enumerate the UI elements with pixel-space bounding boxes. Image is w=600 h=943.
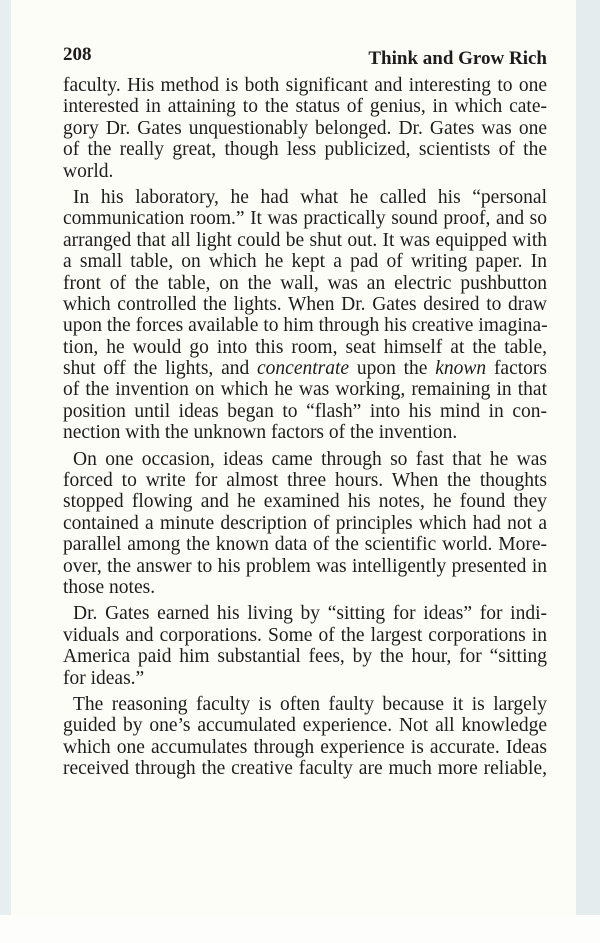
text: received through the creative faculty are much more reliable,: [63, 758, 547, 780]
text-line: [63, 737, 547, 758]
text-line: [63, 577, 547, 598]
text: tion, he would go into this room, seat himself at the table,: [63, 336, 547, 358]
text: On one occasion, ideas came through so fast that he was: [73, 448, 547, 470]
scan-edge-right: [576, 0, 600, 915]
text: In his laboratory, he had what he called his “personal: [73, 186, 547, 208]
text: interested in attaining to the status of genius, in which cate-: [63, 96, 547, 118]
text: forced to write for almost three hours. When the thoughts: [63, 470, 547, 492]
text-line: [63, 337, 547, 358]
text-line: [63, 625, 547, 646]
text-line: [63, 470, 547, 491]
text-line: [63, 513, 547, 534]
italic-text: known: [435, 358, 487, 380]
text-line: [63, 422, 547, 443]
italic-text: concentrate: [257, 358, 350, 380]
text: viduals and corporations. Some of the largest corporations in: [63, 624, 547, 646]
page-header: [63, 44, 547, 70]
text: faculty. His method is both significant and interesting to one: [63, 75, 547, 96]
paragraph: [63, 603, 547, 689]
text-line: [63, 603, 547, 624]
text: shut off the lights, and: [63, 358, 258, 380]
text: gory Dr. Gates unquestionably belonged. Dr. Gates was one: [63, 117, 547, 139]
text-line: [63, 668, 547, 689]
text-line: [63, 401, 547, 422]
text: guided by one’s accumulated experience. Not all knowledge: [63, 715, 547, 737]
page-number: 208: [63, 44, 92, 65]
text-line: [63, 230, 547, 251]
text: America paid him substantial fees, by the hour, for “sitting: [63, 646, 547, 668]
paragraph: [63, 187, 547, 444]
text-line: [63, 556, 547, 577]
text-line: [63, 208, 547, 229]
text-line: [63, 75, 547, 96]
text: factors: [486, 358, 547, 380]
text: which one accumulates through experience is accurate. Ideas: [63, 736, 547, 758]
text-line: [63, 315, 547, 336]
text: of the really great, though less publicized, scientists of the: [63, 139, 547, 161]
text-line: [63, 358, 547, 379]
text-line: [63, 534, 547, 555]
text-line: [63, 379, 547, 400]
page-body: [63, 75, 547, 785]
text-line: [63, 646, 547, 667]
text: nection with the unknown factors of the invention.: [63, 422, 458, 444]
paragraph: [63, 449, 547, 599]
text: a small table, on which he kept a pad of writing paper. In: [63, 251, 547, 273]
text-line: [63, 715, 547, 736]
paragraph: [63, 75, 547, 182]
text: contained a minute description of principles which had not a: [63, 512, 547, 534]
text-line: [63, 118, 547, 139]
text-line: [63, 491, 547, 512]
text: those notes.: [63, 576, 156, 598]
text: world.: [63, 160, 114, 182]
text: which controlled the lights. When Dr. Gates desired to draw: [63, 293, 547, 315]
text: Dr. Gates earned his living by “sitting for ideas” for indi-: [73, 603, 547, 625]
text-line: [63, 694, 547, 715]
text-line: [63, 96, 547, 117]
text: stopped flowing and he examined his notes, he found they: [63, 491, 547, 513]
text: for ideas.”: [63, 667, 145, 689]
text-line: [63, 273, 547, 294]
text: upon the forces available to him through his creative imagina-: [63, 315, 548, 337]
text-line: [63, 251, 547, 272]
text: front of the table, on the wall, was an electric pushbutton: [63, 272, 547, 294]
text-line: [63, 758, 547, 779]
text: parallel among the known data of the scientific world. More-: [63, 534, 547, 556]
text: over, the answer to his problem was intelligently presented in: [63, 555, 547, 577]
scan-edge-left: [0, 0, 11, 915]
text-line: [63, 449, 547, 470]
running-title: Think and Grow Rich: [368, 48, 547, 69]
text: The reasoning faculty is often faulty because it is largely: [73, 693, 547, 715]
text: of the invention on which he was working, remaining in that: [63, 379, 547, 401]
paragraph: [63, 694, 547, 780]
text-line: [63, 187, 547, 208]
text-line: [63, 139, 547, 160]
text: communication room.” It was practically sound proof, and so: [63, 208, 547, 230]
text: position until ideas began to “flash” into his mind in con-: [63, 400, 547, 422]
text: arranged that all light could be shut out. It was equipped with: [63, 229, 547, 251]
text: upon the: [349, 358, 436, 380]
text-line: [63, 294, 547, 315]
text-line: [63, 161, 547, 182]
